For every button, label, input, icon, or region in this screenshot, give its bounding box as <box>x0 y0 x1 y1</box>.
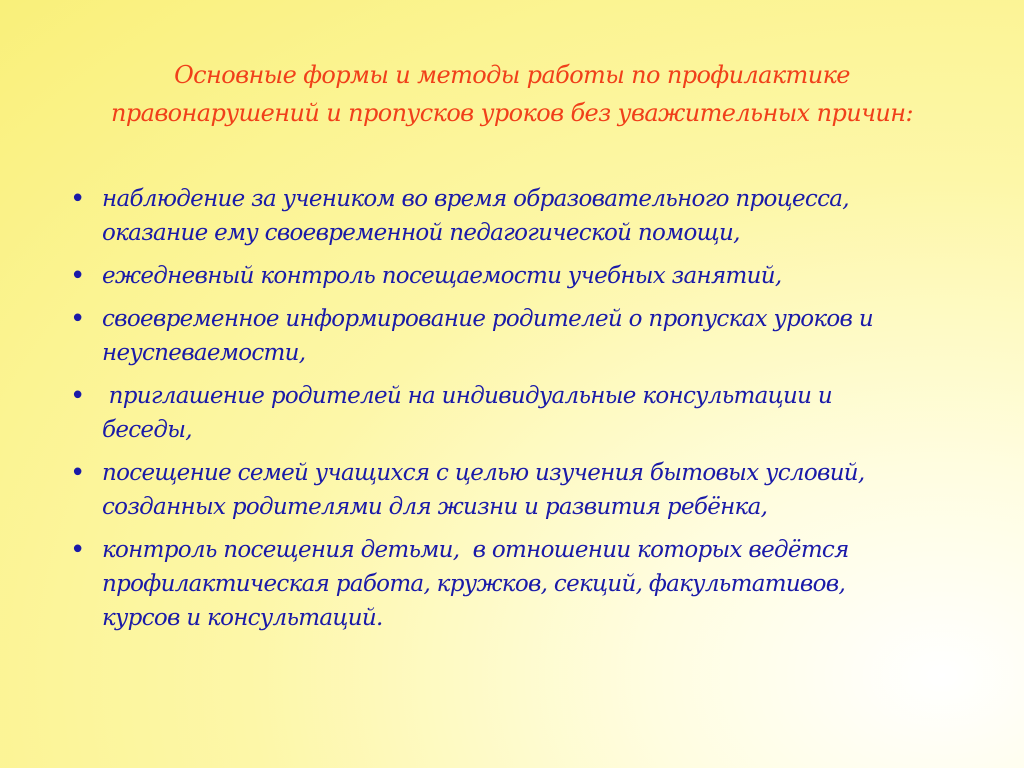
list-item-text <box>102 259 968 293</box>
list-item-line: приглашение родителей на индивидуальные консультации и <box>102 383 832 409</box>
bullet-icon: • <box>70 261 86 291</box>
list-item-text <box>102 302 968 370</box>
list-item-line: оказание ему своевременной педагогической помощи, <box>102 220 740 246</box>
list-item <box>68 182 968 250</box>
list-item-line: неуспеваемости, <box>102 340 306 366</box>
bullet-list <box>68 182 968 644</box>
list-item-line: контроль посещения детьми, в отношении которых ведётся <box>102 537 849 563</box>
bullet-icon: • <box>70 458 86 488</box>
bullet-icon: • <box>70 535 86 565</box>
list-item-line: наблюдение за учеником во время образовательного процесса, <box>102 186 849 212</box>
slide-title-line-1: Основные формы и методы работы по профилактике <box>174 61 850 89</box>
list-item-line: беседы, <box>102 417 192 443</box>
list-item-text <box>102 379 968 447</box>
list-item-text <box>102 182 968 250</box>
list-item <box>68 379 968 447</box>
slide-title-line-2: правонарушений и пропусков уроков без уважительных причин: <box>110 99 913 127</box>
list-item-line: ежедневный контроль посещаемости учебных занятий, <box>102 263 782 289</box>
list-item-line: курсов и консультаций. <box>102 605 383 631</box>
bullet-icon: • <box>70 304 86 334</box>
slide-title <box>60 56 964 132</box>
list-item-text <box>102 456 968 524</box>
list-item <box>68 302 968 370</box>
list-item-line: профилактическая работа, кружков, секций, факультативов, <box>102 571 846 597</box>
list-item <box>68 533 968 635</box>
list-item-text <box>102 533 968 635</box>
bullet-icon: • <box>70 381 86 411</box>
list-item <box>68 456 968 524</box>
list-item <box>68 259 968 293</box>
list-item-line: посещение семей учащихся с целью изучения бытовых условий, <box>102 460 865 486</box>
bullet-icon: • <box>70 184 86 214</box>
list-item-line: своевременное информирование родителей о пропусках уроков и <box>102 306 873 332</box>
list-item-line: созданных родителями для жизни и развития ребёнка, <box>102 494 768 520</box>
